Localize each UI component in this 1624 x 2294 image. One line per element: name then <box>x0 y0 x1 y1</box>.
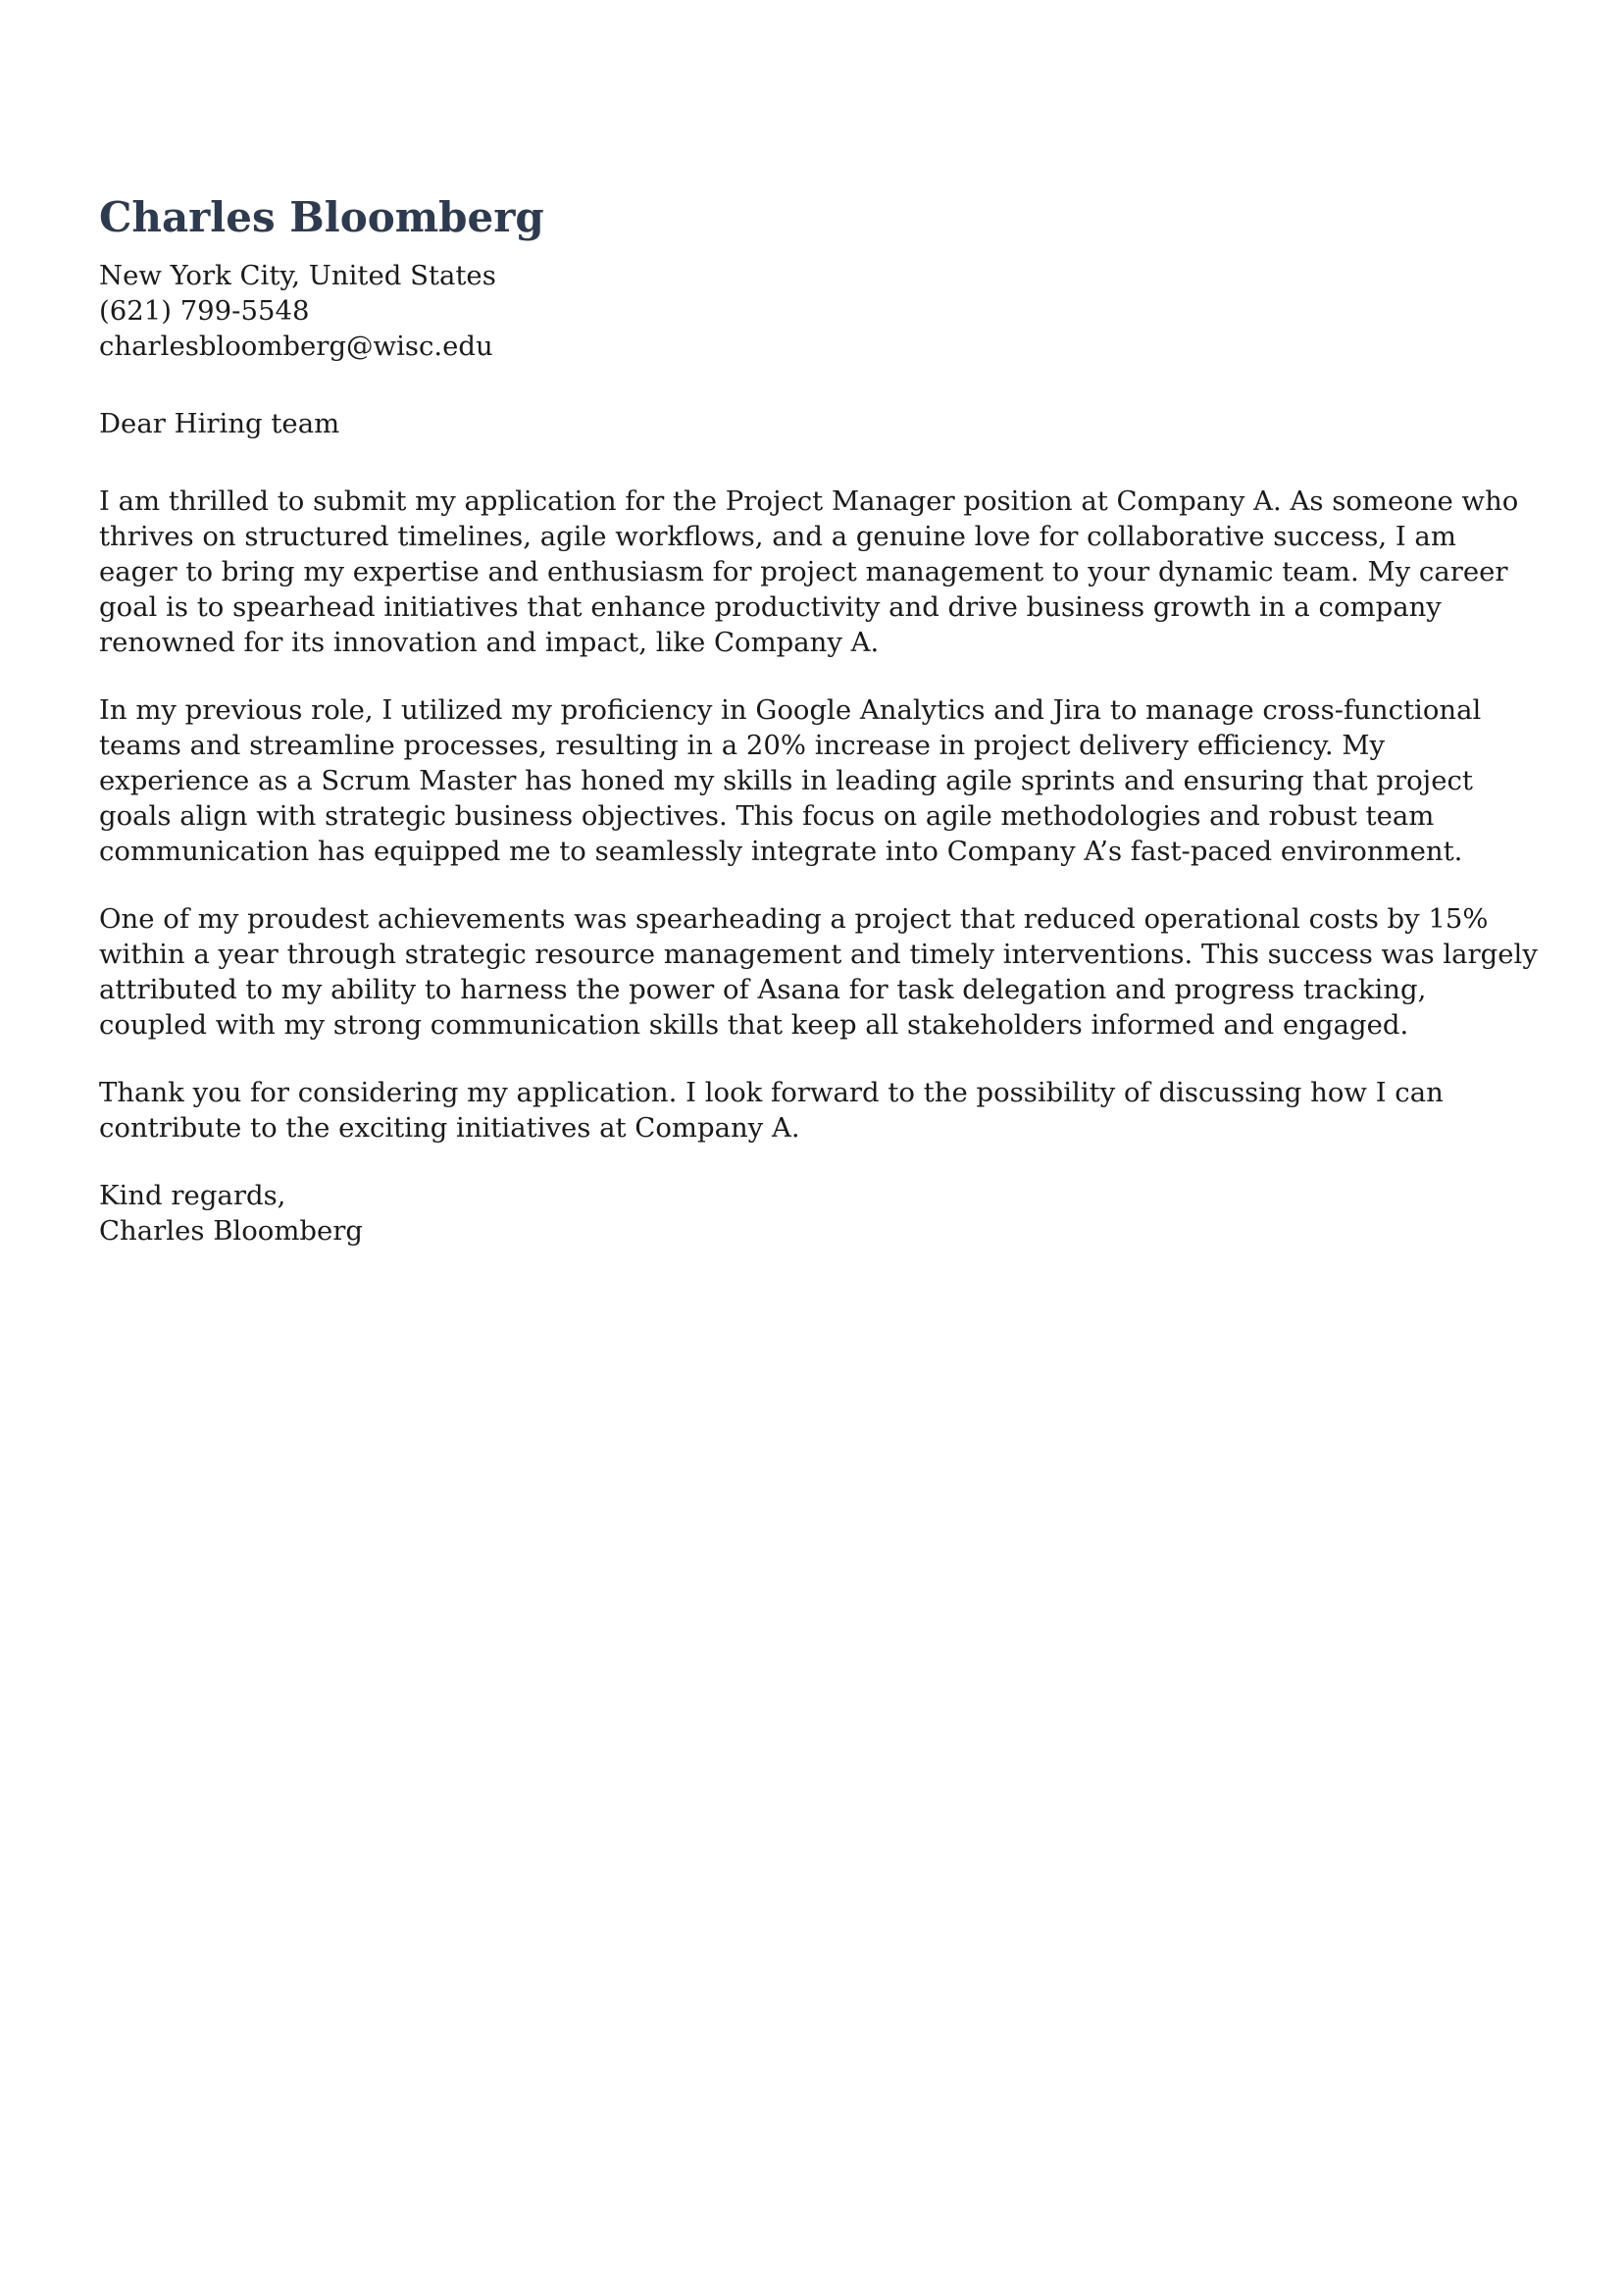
body-paragraph: I am thrilled to submit my application for the Project Manager position at Company A. As someone who thrives on structured timelines, agile workflows, and a genuine love for collaborative success, I am eager to bring my expertise and enthusiasm for project management to your dynamic team. My career goal is to spearhead initiatives that enhance productivity and drive business growth in a company renowned for its innovation and impact, like Company A. <box>99 485 1519 658</box>
sender-name: Charles Bloomberg <box>99 193 544 241</box>
signature: Charles Bloomberg <box>99 1215 364 1247</box>
body-paragraph: One of my proudest achievements was spearheading a project that reduced operational costs by 15% within a year through strategic resource management and timely interventions. This success was largely attributed to my ability to harness the power of Asana for task delegation and progress tracking, coupled with my strong communication skills that keep all stakeholders informed and engaged. <box>99 903 1538 1041</box>
sender-location: New York City, United States <box>99 260 496 291</box>
sender-email: charlesbloomberg@wisc.edu <box>99 331 493 362</box>
sender-phone: (621) 799-5548 <box>99 295 310 327</box>
letter-content <box>99 192 1541 1249</box>
contact-block <box>99 258 1541 364</box>
body-paragraph: In my previous role, I utilized my proficiency in Google Analytics and Jira to manage cross-functional teams and streamline processes, resulting in a 20% increase in project delivery efficiency. My experience as a Scrum Master has honed my skills in leading agile sprints and ensuring that project goals align with strategic business objectives. This focus on agile methodologies and robust team communication has equipped me to seamlessly integrate into Company A’s fast-paced environment. <box>99 694 1482 867</box>
closing-block <box>99 1178 1541 1249</box>
body-paragraph: Thank you for considering my application. I look forward to the possibility of discussing how I can contribute to the exciting initiatives at Company A. <box>99 1077 1444 1144</box>
letter-body <box>99 484 1541 1146</box>
salutation: Dear Hiring team <box>99 408 340 439</box>
closing: Kind regards, <box>99 1180 286 1211</box>
